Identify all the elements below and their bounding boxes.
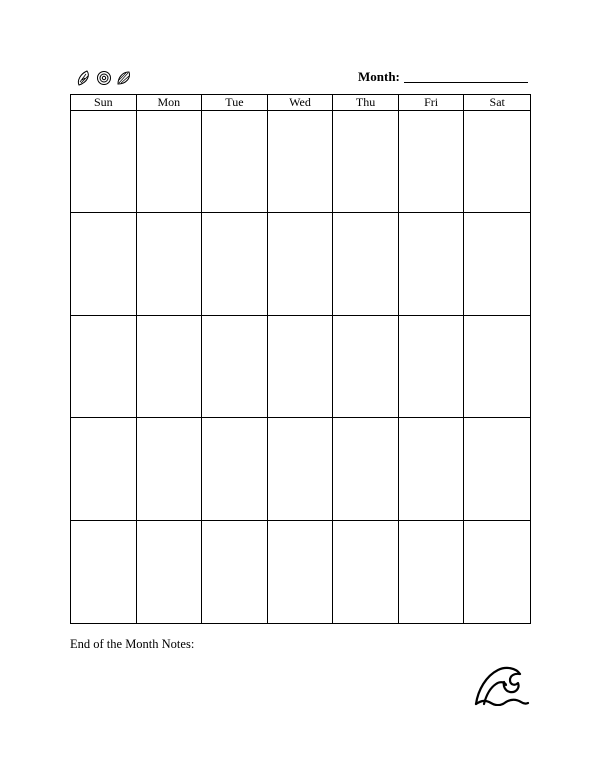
- shell-spiral-icon: [96, 69, 112, 87]
- month-field[interactable]: [358, 69, 528, 85]
- day-cell[interactable]: [137, 418, 203, 520]
- day-cell[interactable]: [71, 111, 137, 213]
- day-cell[interactable]: [464, 111, 530, 213]
- day-header-wed: Wed: [268, 95, 334, 111]
- day-cell[interactable]: [333, 111, 399, 213]
- day-cell[interactable]: [202, 418, 268, 520]
- notes-label: End of the Month Notes:: [70, 637, 195, 651]
- shell-conch-icon: [76, 69, 92, 87]
- shell-scallop-icon: [116, 69, 132, 87]
- calendar-grid: [70, 94, 531, 624]
- wave-icon: [474, 664, 530, 711]
- day-cell[interactable]: [268, 418, 334, 520]
- day-cell[interactable]: [399, 521, 465, 623]
- day-cell[interactable]: [333, 418, 399, 520]
- day-cell[interactable]: [202, 213, 268, 315]
- day-header-sun: Sun: [71, 95, 137, 111]
- day-cell[interactable]: [268, 111, 334, 213]
- day-cell[interactable]: [137, 316, 203, 418]
- day-cell[interactable]: [464, 213, 530, 315]
- day-cell[interactable]: [268, 521, 334, 623]
- day-cell[interactable]: [202, 111, 268, 213]
- day-cell[interactable]: [137, 111, 203, 213]
- day-cell[interactable]: [137, 521, 203, 623]
- day-cell[interactable]: [464, 521, 530, 623]
- month-write-line[interactable]: [404, 82, 528, 83]
- shell-decorations: [76, 68, 132, 88]
- day-cell[interactable]: [464, 418, 530, 520]
- day-cell[interactable]: [399, 111, 465, 213]
- day-cell[interactable]: [268, 316, 334, 418]
- day-cell[interactable]: [137, 213, 203, 315]
- month-label: Month:: [358, 69, 400, 84]
- day-cell[interactable]: [71, 418, 137, 520]
- day-header-fri: Fri: [399, 95, 465, 111]
- day-cell[interactable]: [202, 316, 268, 418]
- day-cell[interactable]: [399, 418, 465, 520]
- day-cell[interactable]: [464, 316, 530, 418]
- day-cell[interactable]: [399, 316, 465, 418]
- day-header-sat: Sat: [464, 95, 530, 111]
- day-header-thu: Thu: [333, 95, 399, 111]
- day-cell[interactable]: [71, 521, 137, 623]
- day-cell[interactable]: [399, 213, 465, 315]
- day-cell[interactable]: [333, 316, 399, 418]
- day-cell[interactable]: [333, 521, 399, 623]
- day-header-mon: Mon: [137, 95, 203, 111]
- day-cell[interactable]: [71, 213, 137, 315]
- day-cell[interactable]: [71, 316, 137, 418]
- day-header-tue: Tue: [202, 95, 268, 111]
- day-cell[interactable]: [202, 521, 268, 623]
- day-cell[interactable]: [268, 213, 334, 315]
- day-cell[interactable]: [333, 213, 399, 315]
